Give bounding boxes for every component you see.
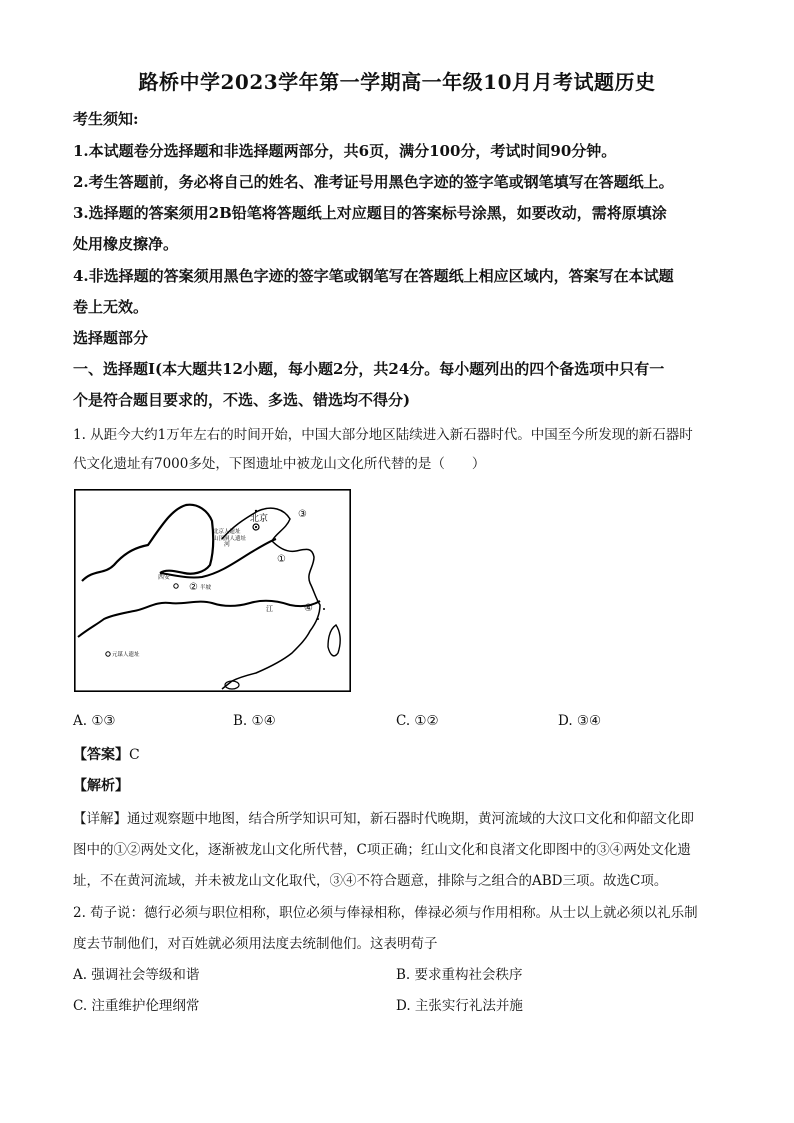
- section-instruction-2: 个是符合题目要求的，不选、多选、错选均不得分): [73, 391, 411, 409]
- q2-option-a: A. 强调社会等级和谐: [73, 967, 200, 983]
- label-he: 河: [224, 541, 231, 548]
- q1-stem-1: 1. 从距今大约1万年左右的时间开始，中国大部分地区陆续进入新石器时代。中国至今所发现的新石器时: [73, 427, 693, 443]
- notice-item-2: 2.考生答题前，务必将自己的姓名、准考证号用黑色字迹的签字笔或钢笔填写在答题纸上。: [73, 173, 674, 191]
- q2-stem-1: 2. 荀子说：德行必须与职位相称，职位必须与俸禄相称，俸禄必须与作用相称。从士以上就必须以礼乐制: [73, 905, 698, 921]
- page-title: 路桥中学2023学年第一学期高一年级10月月考试题历史: [138, 70, 656, 94]
- q2-option-b: B. 要求重构社会秩序: [396, 967, 523, 983]
- neolithic-sites-map: [74, 489, 351, 692]
- q2-option-c: C. 注重维护伦理纲常: [73, 998, 200, 1014]
- label-shandingdong-site: 山顶洞人遗址: [213, 536, 247, 542]
- section-name: 选择题部分: [73, 329, 149, 347]
- notice-item-4: 4.非选择题的答案须用黑色字迹的签字笔或钢笔写在答题纸上相应区域内，答案写在本试题: [73, 267, 674, 285]
- label-yuanmou-site: 元谋人遗址: [112, 652, 140, 658]
- q2-option-d: D. 主张实行礼法并施: [396, 998, 523, 1014]
- marker-site-3: ③: [298, 509, 307, 520]
- notice-item-3-cont: 处用橡皮擦净。: [73, 235, 179, 253]
- label-beijingren-site: 北京人遗址: [213, 529, 241, 535]
- section-instruction-1: 一、选择题Ⅰ(本大题共12小题，每小题2分，共24分。每小题列出的四个备选项中只有一: [73, 360, 665, 378]
- q2-stem-2: 度去节制他们，对百姓就必须用法度去统制他们。这表明荀子: [73, 936, 438, 952]
- q1-answer: [73, 744, 140, 764]
- q1-detail-1: 【详解】通过观察题中地图，结合所学知识可知，新石器时代晚期，黄河流域的大汶口文化和仰韶文化即: [73, 811, 694, 827]
- q1-option-d: D. ③④: [558, 713, 602, 729]
- marker-site-2: ②: [189, 582, 198, 593]
- label-beijing: 北京: [250, 514, 269, 524]
- notice-heading: 考生须知:: [73, 110, 139, 128]
- q1-option-a: A. ①③: [73, 713, 116, 729]
- q1-detail-2: 图中的①②两处文化，逐渐被龙山文化所代替，C项正确；红山文化和良渚文化即图中的③④两处文化遗: [73, 842, 691, 858]
- q1-analysis-tag: 【解析】: [73, 778, 129, 794]
- answer-value: C: [129, 747, 140, 763]
- q1-option-c: C. ①②: [396, 713, 439, 729]
- notice-item-1: 1.本试题卷分选择题和非选择题两部分，共6页，满分100分，考试时间90分钟。: [73, 142, 617, 160]
- q1-stem-2: 代文化遗址有7000多处，下图遗址中被龙山文化所代替的是（ ）: [73, 456, 486, 472]
- marker-site-4: ④: [304, 603, 313, 614]
- notice-item-4-cont: 卷上无效。: [73, 298, 149, 316]
- label-banpo: 半坡: [200, 585, 212, 591]
- answer-tag: 【答案】: [73, 747, 129, 763]
- label-xian: 西安: [158, 574, 171, 581]
- notice-item-3: 3.选择题的答案须用2B铅笔将答题纸上对应题目的答案标号涂黑，如要改动，需将原填涂: [73, 204, 667, 222]
- marker-site-1: ①: [277, 554, 286, 565]
- q1-detail-3: 址，不在黄河流域，并未被龙山文化取代，③④不符合题意，排除与之组合的ABD三项。故选C项。: [73, 873, 668, 889]
- q1-option-b: B. ①④: [233, 713, 276, 729]
- label-jiang: 江: [266, 605, 273, 613]
